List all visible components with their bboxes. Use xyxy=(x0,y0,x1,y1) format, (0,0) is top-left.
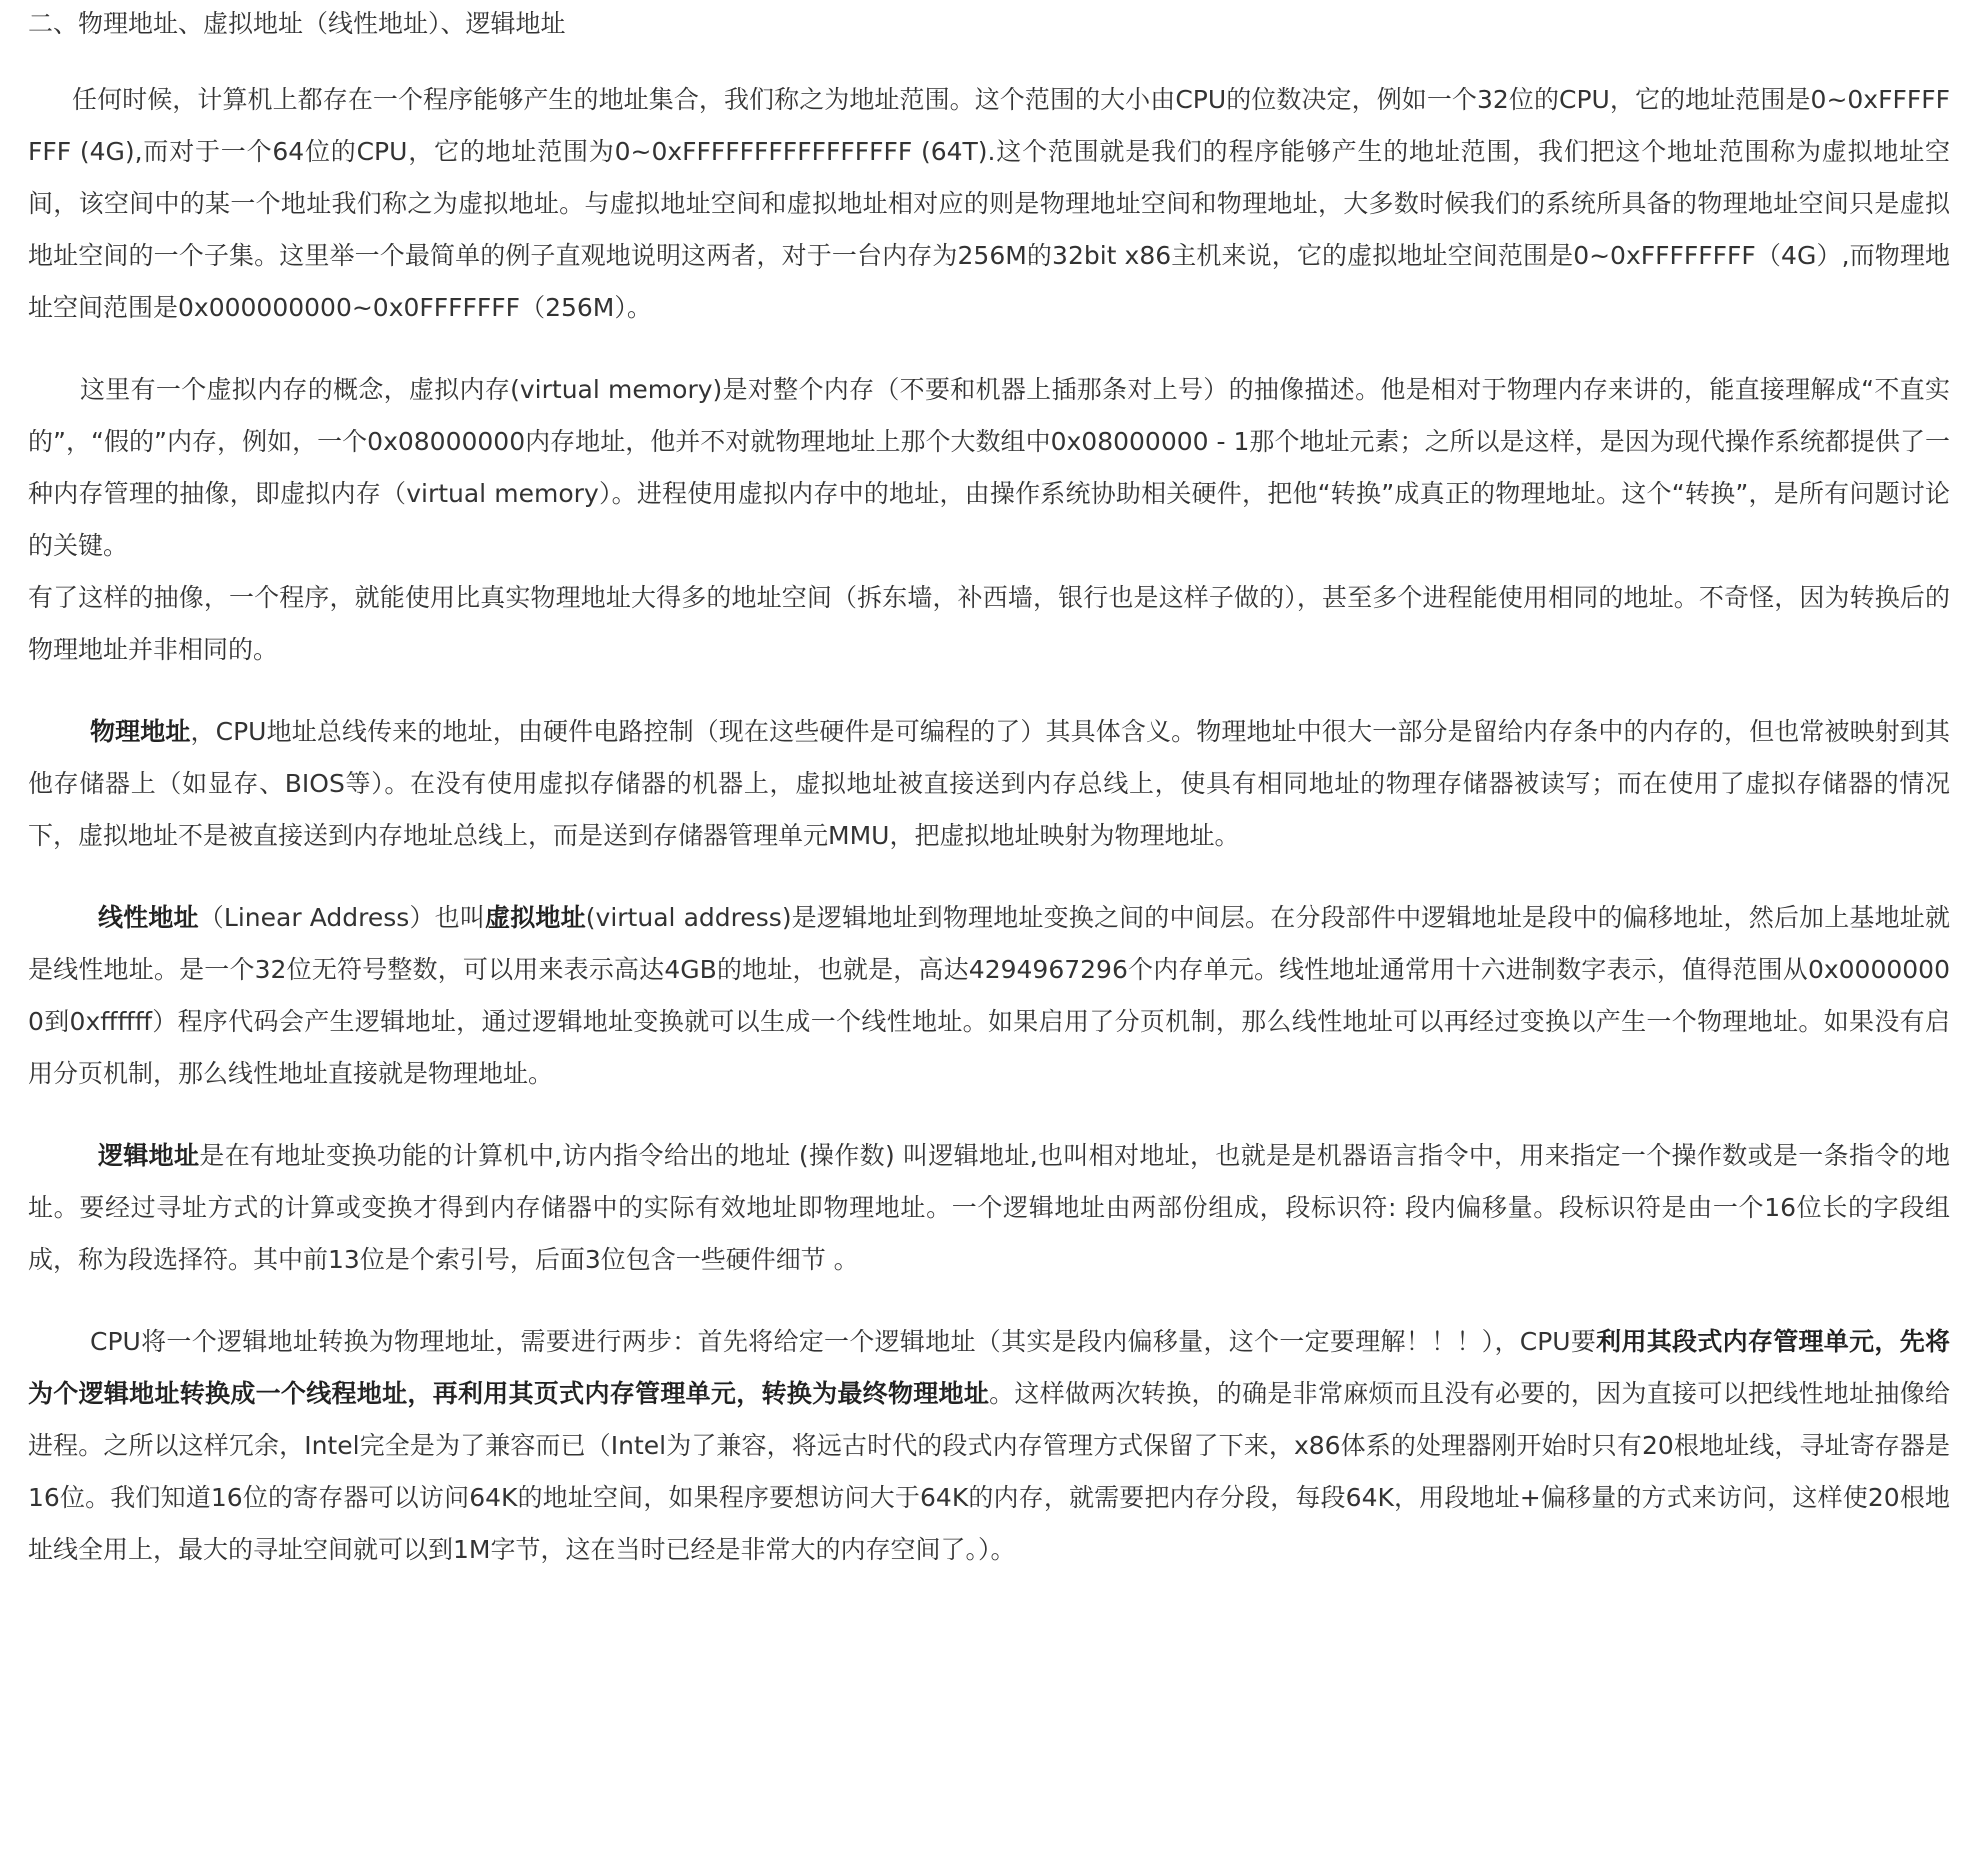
paragraph-text: 是在有地址变换功能的计算机中,访内指令给出的地址 (操作数) 叫逻辑地址,也叫相对地址，也就是是机器语言指令中，用来指定一个操作数或是一条指令的地址。要经过寻址方式的计算或变换才得到内存储器中的实际有效地址即物理地址。一个逻辑地址由两部份组成，段标识符: 段内偏移量。段标识符是由一个16位长的字段组成，称为段选择符。其中前13位是个索引号，后面3位包含一些硬件细节 。 xyxy=(28,1141,1950,1274)
paragraph-text: CPU将一个逻辑地址转换为物理地址，需要进行两步：首先将给定一个逻辑地址（其实是段内偏移量，这个一定要理解！！！），CPU要 xyxy=(90,1327,1597,1356)
term-virtual-address: 虚拟地址 xyxy=(485,903,586,932)
paragraph-physical-address xyxy=(28,706,1950,862)
paragraph-virtual-memory: 这里有一个虚拟内存的概念，虚拟内存(virtual memory)是对整个内存（不要和机器上插那条对上号）的抽像描述。他是相对于物理内存来讲的，能直接理解成“不直实的”，“假的”内存，例如，一个0x08000000内存地址，他并不对就物理地址上那个大数组中0x08000000 - 1那个地址元素；之所以是这样，是因为现代操作系统都提供了一种内存管理的抽像，即虚拟内存（virtual memory）。进程使用虚拟内存中的地址，由操作系统协助相关硬件，把他“转换”成真正的物理地址。这个“转换”，是所有问题讨论的关键。 xyxy=(28,375,1950,560)
paragraph-abstraction: 有了这样的抽像，一个程序，就能使用比真实物理地址大得多的地址空间（拆东墙，补西墙，银行也是这样子做的），甚至多个进程能使用相同的地址。不奇怪，因为转换后的物理地址并非相同的。 xyxy=(28,583,1950,664)
emphasis-translation-steps: 利用其段式内存管理单元，先将为个逻辑地址转换成一个线程地址，再利用其页式内存管理单元，转换为最终物理地址 xyxy=(28,1327,1950,1408)
paragraph-text: （Linear Address）也叫 xyxy=(198,903,486,932)
paragraph-text: (virtual address)是逻辑地址到物理地址变换之间的中间层。在分段部件中逻辑地址是段中的偏移地址，然后加上基地址就是线性地址。是一个32位无符号整数，可以用来表示高达4GB的地址，也就是，高达4294967296个内存单元。线性地址通常用十六进制数字表示，值得范围从0x00000000到0xffffff）程序代码会产生逻辑地址，通过逻辑地址变换就可以生成一个线性地址。如果启用了分页机制，那么线性地址可以再经过变换以产生一个物理地址。如果没有启用分页机制，那么线性地址直接就是物理地址。 xyxy=(28,903,1950,1088)
paragraph-text: ，CPU地址总线传来的地址，由硬件电路控制（现在这些硬件是可编程的了）其具体含义。物理地址中很大一部分是留给内存条中的内存的，但也常被映射到其他存储器上（如显存、BIOS等）。在没有使用虚拟存储器的机器上，虚拟地址被直接送到内存总线上，使具有相同地址的物理存储器被读写；而在使用了虚拟存储器的情况下，虚拟地址不是被直接送到内存地址总线上，而是送到存储器管理单元MMU，把虚拟地址映射为物理地址。 xyxy=(28,717,1950,850)
paragraph-address-range: 任何时候，计算机上都存在一个程序能够产生的地址集合，我们称之为地址范围。这个范围的大小由CPU的位数决定，例如一个32位的CPU，它的地址范围是0~0xFFFFFFFF (4G),而对于一个64位的CPU，它的地址范围为0~0xFFFFFFFFFFFFFFFF (64T).这个范围就是我们的程序能够产生的地址范围，我们把这个地址范围称为虚拟地址空间，该空间中的某一个地址我们称之为虚拟地址。与虚拟地址空间和虚拟地址相对应的则是物理地址空间和物理地址，大多数时候我们的系统所具备的物理地址空间只是虚拟地址空间的一个子集。这里举一个最简单的例子直观地说明这两者，对于一台内存为256M的32bit x86主机来说，它的虚拟地址空间范围是0~0xFFFFFFFF（4G）,而物理地址空间范围是0x000000000~0x0FFFFFFF（256M）。 xyxy=(28,85,1950,322)
term-linear-address: 线性地址 xyxy=(98,903,199,932)
paragraph-translation xyxy=(28,1316,1950,1576)
paragraph-text: 。这样做两次转换，的确是非常麻烦而且没有必要的，因为直接可以把线性地址抽像给进程。之所以这样冗余，Intel完全是为了兼容而已（Intel为了兼容，将远古时代的段式内存管理方式保留了下来，x86体系的处理器刚开始时只有20根地址线，寻址寄存器是16位。我们知道16位的寄存器可以访问64K的地址空间，如果程序要想访问大于64K的内存，就需要把内存分段，每段64K，用段地址+偏移量的方式来访问，这样使20根地址线全用上，最大的寻址空间就可以到1M字节，这在当时已经是非常大的内存空间了。）。 xyxy=(28,1379,1950,1564)
section-heading: 二、物理地址、虚拟地址（线性地址）、逻辑地址 xyxy=(28,9,566,38)
paragraph-linear-address xyxy=(28,892,1950,1100)
article-body xyxy=(28,0,1950,1576)
paragraph-logical-address xyxy=(28,1130,1950,1286)
term-physical-address: 物理地址 xyxy=(90,717,191,746)
term-logical-address: 逻辑地址 xyxy=(98,1141,200,1170)
